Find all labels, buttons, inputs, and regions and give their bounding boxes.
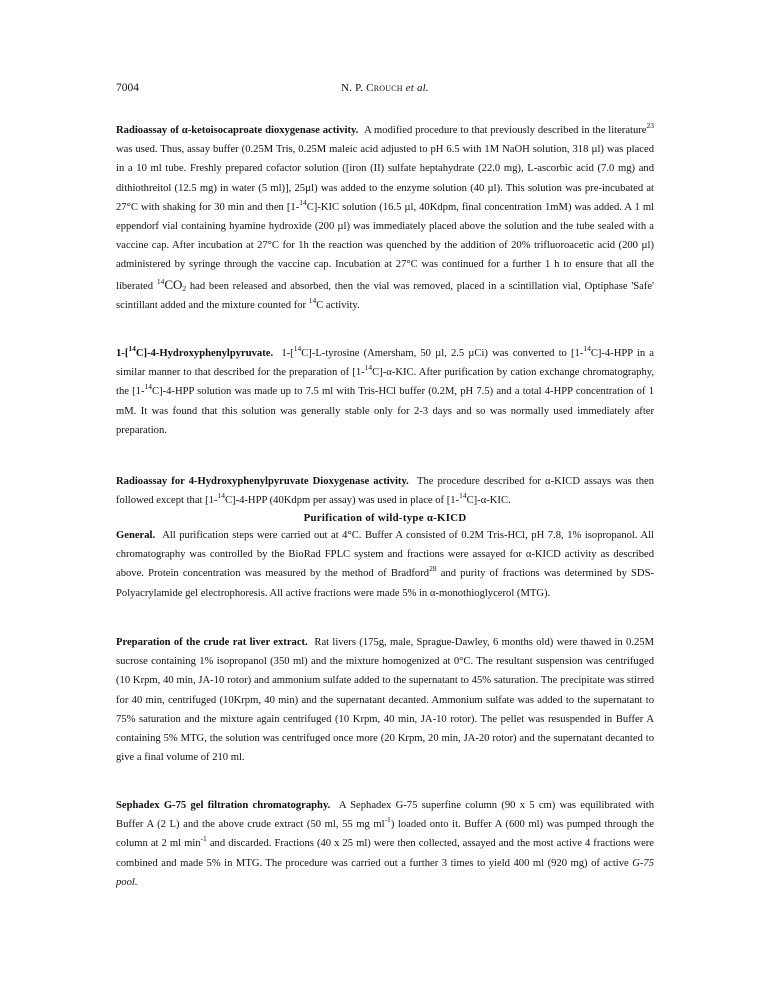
paragraph-heading: 1-[$^{14}$C]-4-Hydroxyphenylpyruvate. (116, 344, 282, 359)
running-head-author: Crouch (366, 82, 403, 94)
paragraph-heading: Sephadex G-75 gel filtration chromatography. (116, 800, 339, 811)
paragraph-body: A modified procedure to that previously described in the literature$^{23}$ was used. Thus, assay buffer (0.25M Tris, 0.25M maleic acid adjusted to pH 6.5 with 1M NaOH solution, 318 µl) was placed in a 10 ml tube. Freshly prepared cofactor solution ([iron (II) sulfate heptahydrate (22.0 mg), L-ascorbic acid (7.0 mg) and dithiothreitol (12.5 mg) in water (5 ml)], 25µl) was added to the enzyme solution (40 µl). This solution was pre-incubated at 27°C with shaking for 30 min and then [1-$^{14}$C]-KIC solution (16.5 µl, 40Kdpm, final concentration 1mM) was added. A 1 ml eppendorf vial containing hyamine hydroxide (200 µl) was immediately placed above the solution and the tube sealed with a vaccine cap. After incubation at 27°C for 1h the reaction was quenched by the addition of 20% trifluoroacetic acid (200 µl) administered by syringe through the vaccine cap. Incubation at 27°C was continued for a further 1 h to ensure that all the liberated $^{14}CO_2$ had been released and absorbed, then the vial was removed, placed in a scintillation vial, Optiphase 'Safe' scintillant added and the mixture counted for $^{14}$C activity. (116, 121, 655, 311)
paragraph-heading: Preparation of the crude rat liver extract. (116, 637, 315, 648)
paragraph-heading: Radioassay of α-ketoisocaproate dioxygenase activity. (116, 125, 365, 136)
paragraph-body: The procedure described for α-KICD assays was then followed except that [1-$^{14}$C]-4-HPP (40Kdpm per assay) was used in place of [1-$^{14}$C]-α-KIC. (116, 476, 654, 507)
paragraph-general (116, 526, 654, 603)
paragraph-g75-chromatography (116, 796, 654, 892)
page-number: 7004 (116, 82, 139, 94)
paragraph-crude-extract (116, 633, 654, 767)
paragraph-kicd-radioassay (116, 121, 654, 315)
running-head: N. P. Crouch et al. (341, 82, 429, 94)
paragraph-heading: Radioassay for 4-Hydroxyphenylpyruvate Dioxygenase activity. (116, 476, 417, 487)
paragraph-body: A Sephadex G-75 superfine column (90 x 5 cm) was equilibrated with Buffer A (2 L) and the above crude extract (50 ml, 55 mg $ml^{-1}$) loaded onto it. Buffer A (600 ml) was pumped through the column at 2 ml $\min^{-1}$ and discarded. Fractions (40 x 25 ml) were then collected, assayed and the most active 4 fractions were combined and made 5% in MTG. The procedure was carried out a further 3 times to yield 400 ml (920 mg) of active G-75 pool. (116, 800, 654, 888)
running-header (116, 82, 654, 96)
paragraph-heading: General. (116, 530, 163, 541)
paragraph-body: Rat livers (175g, male, Sprague-Dawley, 6 months old) were thawed in 0.25M sucrose containing 1% isopropanol (350 ml) and the mixture homogenized at 0°C. The resultant suspension was centrifuged (10 Krpm, 40 min, JA-10 rotor) and ammonium sulfate added to the supernatant to 45% saturation. The precipitate was stirred for 40 min, centrifuged (10Krpm, 40 min) and the supernatant decanted. Ammonium sulfate was added to the supernatant to 75% saturation and the mixture again centrifuged (10 Krpm, 40 min, JA-10 rotor). The pellet was resuspended in Buffer A containing 5% MTG, the solution was centrifuged once more (20 Krpm, 20 min, JA-20 rotor) and the supernatant decanted to give a final volume of 210 ml. (116, 637, 654, 764)
paragraph-body: 1-[$^{14}$C]-L-tyrosine (Amersham, 50 µl, 2.5 µCi) was converted to [1-$^{14}$C]-4-HPP in a similar manner to that described for the preparation of [1-$^{14}$C]-α-KIC. After purification by cation exchange chromatography, the [1-$^{14}$C]-4-HPP solution was made up to 7.5 ml with Tris-HCl buffer (0.2M, pH 7.5) and a total 4-HPP concentration of 1 mM. It was found that this solution was generally stable only for 2-3 days and so was normally used immediately after preparation. (116, 344, 655, 436)
paragraph-hppd-radioassay (116, 472, 654, 510)
section-subheading: Purification of wild-type α-KICD (303, 512, 467, 524)
paragraph-hpp-synthesis (116, 344, 654, 440)
paragraph-body: All purification steps were carried out at 4°C. Buffer A consisted of 0.2M Tris-HCl, pH 7.8, 1% isopropanol. All chromatography was controlled by the BioRad FPLC system and fractions were assayed for α-KICD activity as described above. Protein concentration was measured by the method of Bradford$^{28}$ and purity of fractions was determined by SDS-Polyacrylamide gel electrophoresis. All active fractions were made 5% in α-monothioglycerol (MTG). (116, 530, 654, 599)
